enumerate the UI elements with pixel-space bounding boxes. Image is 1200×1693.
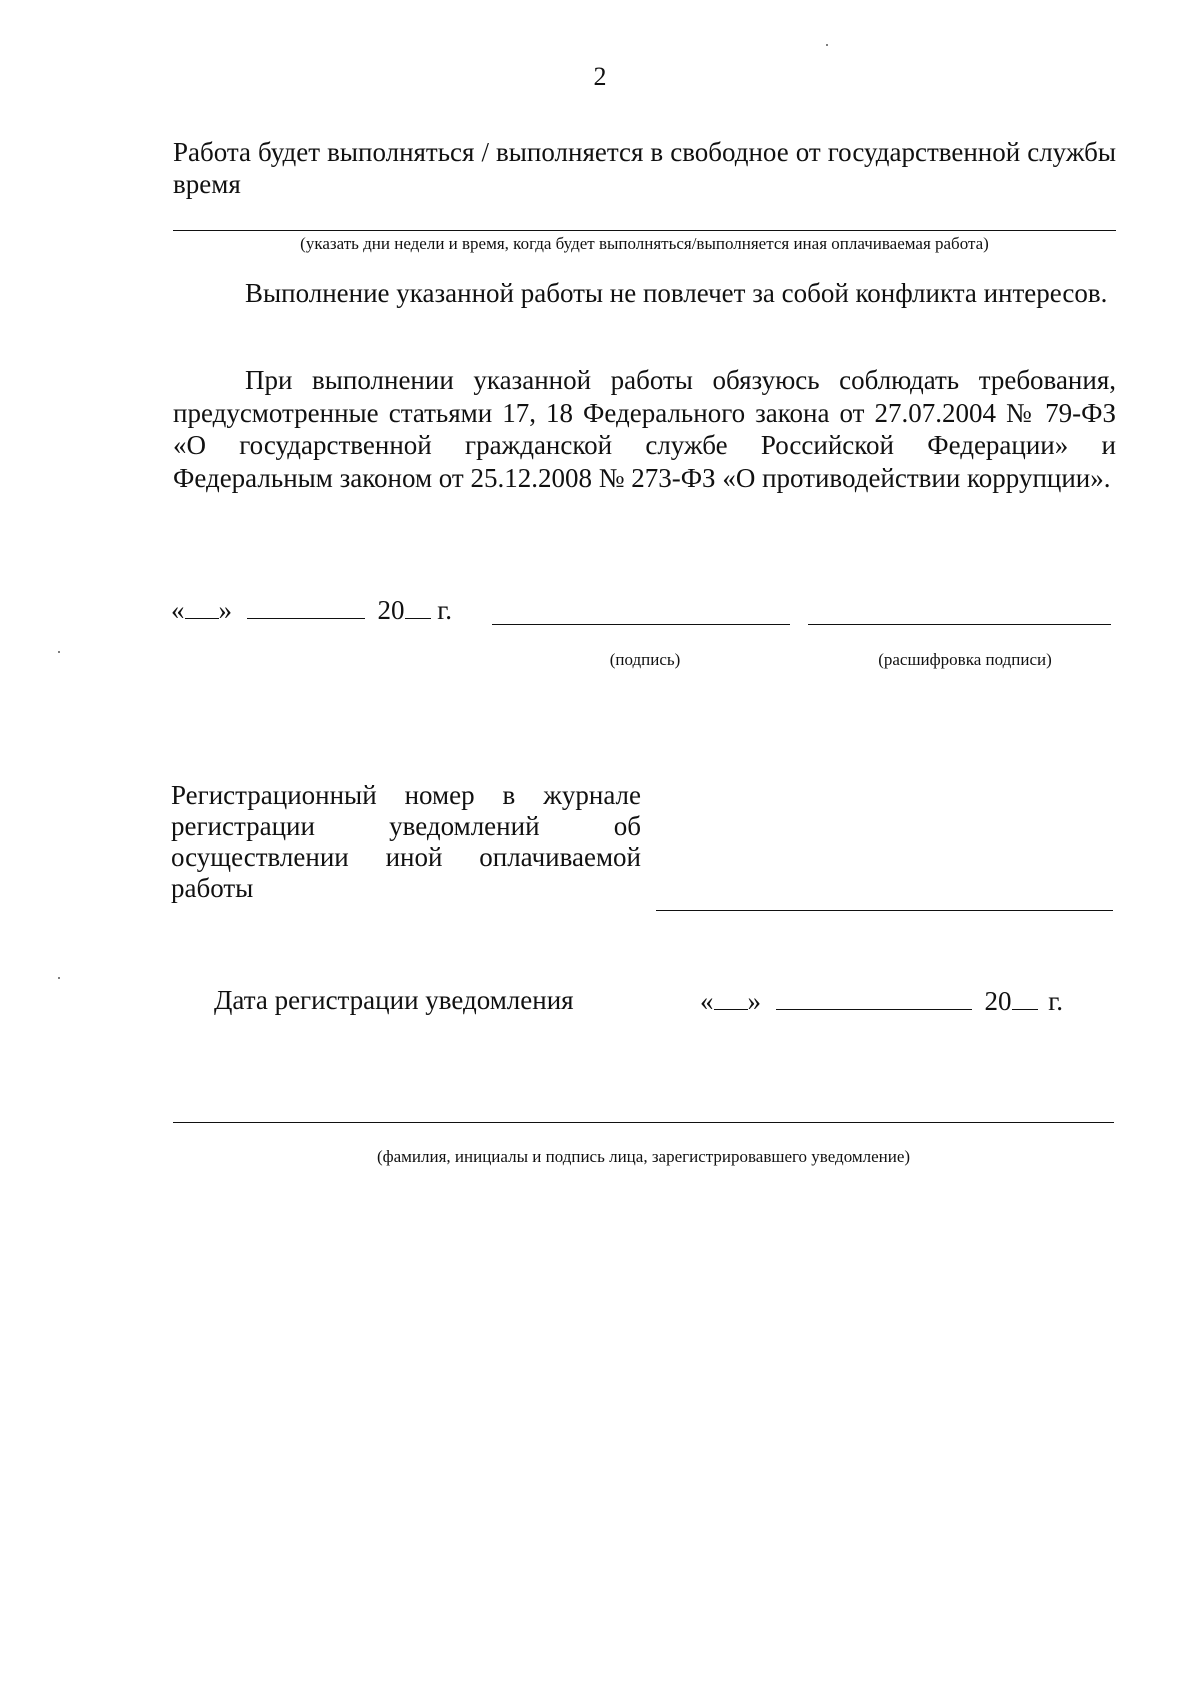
quote-open: « [171, 595, 185, 625]
day-field[interactable] [185, 594, 219, 619]
signature-decoding-field[interactable] [808, 624, 1111, 625]
year-suffix: г. [1048, 986, 1064, 1016]
conflict-statement: Выполнение указанной работы не повлечет за собой конфликта интересов. [245, 278, 1108, 308]
quote-close: » [218, 595, 232, 625]
year-field[interactable] [405, 594, 431, 619]
registration-day-field[interactable] [714, 985, 748, 1010]
registration-year-field[interactable] [1012, 985, 1038, 1010]
work-time-text: Работа будет выполняться / выполняется в свободное от государственной службы время [173, 137, 1116, 199]
scan-speck [58, 651, 60, 653]
registration-date-row [700, 985, 1063, 1016]
page-number: 2 [593, 62, 607, 91]
registration-date-label: Дата регистрации уведомления [214, 985, 574, 1015]
registration-label-line: работы [171, 873, 254, 903]
registration-label-line: регистрации уведомлений об [171, 811, 641, 841]
registration-number-label [171, 780, 641, 904]
registrar-caption: (фамилия, инициалы и подпись лица, зарегистрировавшего уведомление) [376, 1147, 911, 1166]
registration-label-line: Регистрационный номер в журнале [171, 780, 641, 810]
scan-speck [826, 44, 828, 46]
scan-speck [58, 977, 60, 979]
registration-month-field[interactable] [776, 985, 972, 1010]
registration-label-line: осуществлении иной оплачиваемой [171, 842, 641, 872]
quote-open: « [700, 986, 714, 1016]
signature-decoding-caption: (расшифровка подписи) [878, 650, 1052, 669]
registrar-field[interactable] [173, 1122, 1114, 1123]
signature-field[interactable] [492, 624, 790, 625]
year-prefix: 20 [377, 595, 405, 625]
quote-close: » [747, 986, 761, 1016]
signature-caption: (подпись) [609, 650, 681, 669]
year-suffix: г. [437, 595, 453, 625]
signature-date-row [171, 594, 452, 625]
registration-number-field[interactable] [656, 910, 1113, 911]
year-prefix: 20 [984, 986, 1012, 1016]
obligation-statement: При выполнении указанной работы обязуюсь соблюдать требования, предусмотренные статьями 17, 18 Федерального закона от 27.07.2004 № 79-ФЗ «О государственной гражданской службе Российской Федерации» и Федеральным законом от 25.12.2008 № 273-ФЗ «О противодействии коррупции». [173, 365, 1116, 493]
work-time-blank-line[interactable] [173, 230, 1116, 231]
work-time-caption: (указать дни недели и время, когда будет выполняться/выполняется иная оплачиваемая работа) [300, 234, 989, 253]
month-field[interactable] [247, 594, 365, 619]
